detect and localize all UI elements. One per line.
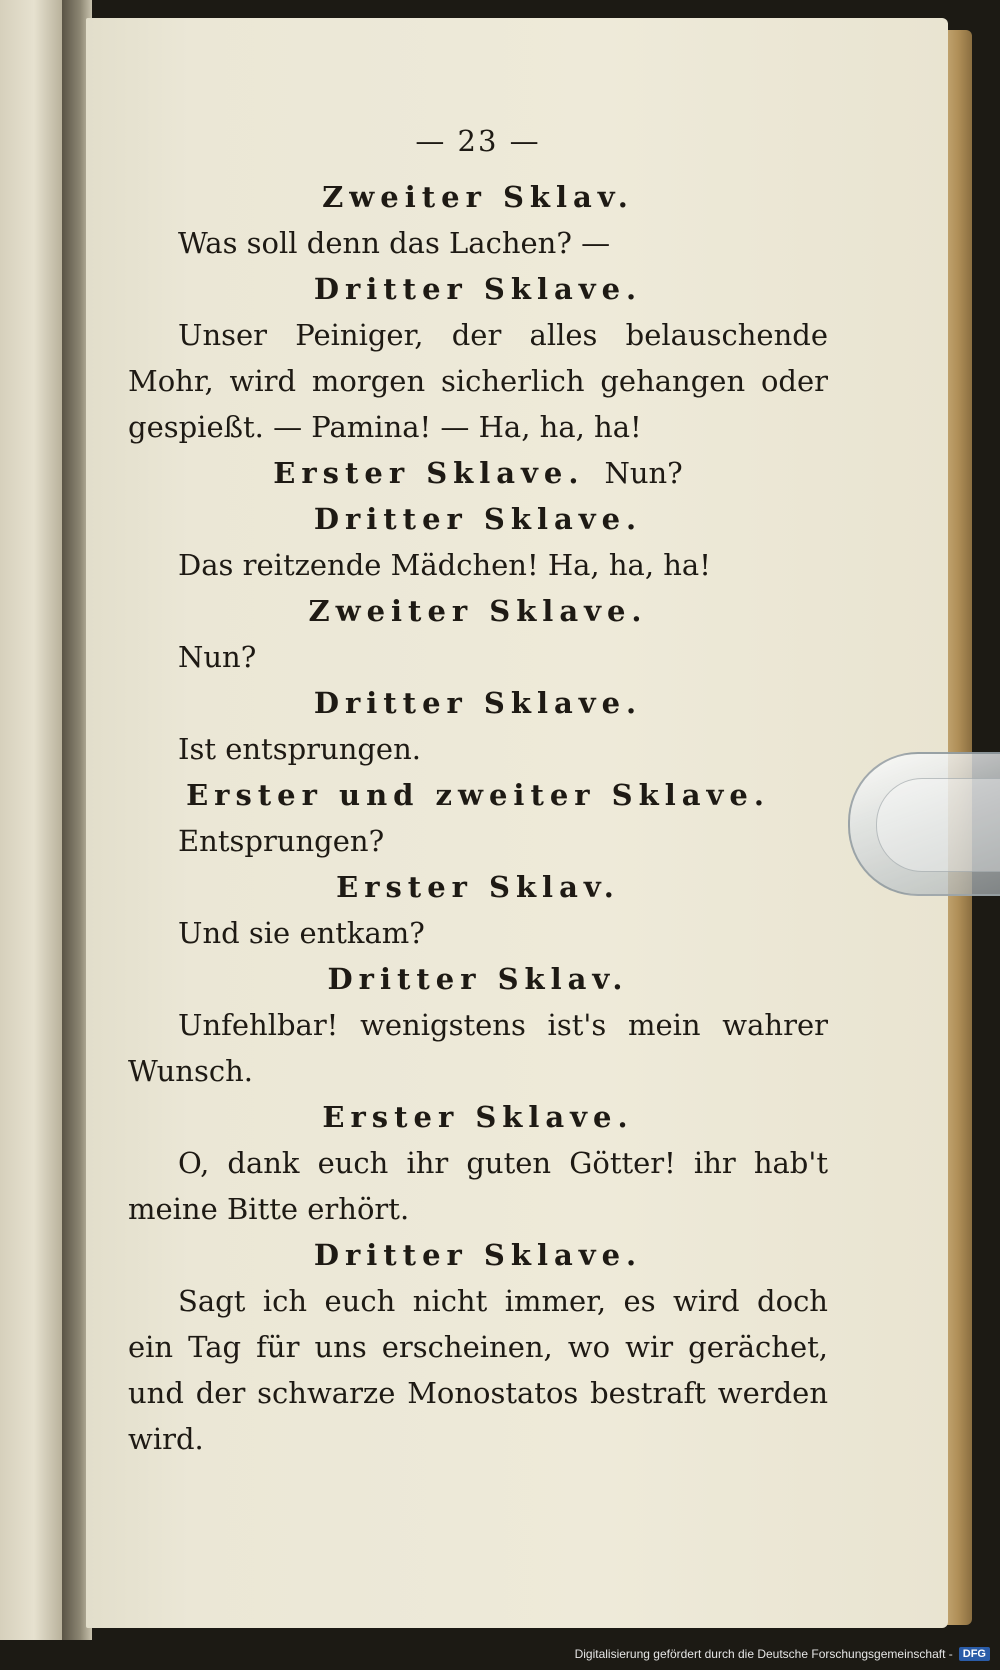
page-clip-highlight [876, 778, 1000, 872]
speaker-line [128, 450, 828, 496]
speaker-heading: Erster Sklave. [273, 456, 585, 490]
dialogue-line: Das reitzende Mädchen! Ha, ha, ha! [178, 548, 711, 582]
dialogue-line: und der schwarze Monostatos bestraft werden [128, 1376, 828, 1410]
dialogue-line: ein Tag für uns erscheinen, wo wir gerächet, [128, 1330, 828, 1364]
dialogue-line: Unser Peiniger, der alles belauschende [178, 318, 828, 352]
dfg-logo: DFG [959, 1647, 990, 1661]
speaker-heading: Erster und zweiter Sklave. [186, 778, 770, 812]
speaker-heading: Dritter Sklave. [313, 1238, 643, 1272]
dialogue-line: Nun? [178, 640, 257, 674]
credit-text: Digitalisierung gefördert durch die Deutsche Forschungsgemeinschaft - [574, 1647, 953, 1661]
dialogue-line: Mohr, wird morgen sicherlich gehangen oder [128, 364, 828, 398]
speaker-heading: Erster Sklav. [336, 870, 620, 904]
dialogue-line: Wunsch. [128, 1054, 254, 1088]
speaker-heading: Erster Sklave. [322, 1100, 634, 1134]
speaker-heading: Dritter Sklave. [313, 502, 643, 536]
dialogue-line: Entsprungen? [178, 824, 385, 858]
page-number: — 23 — [415, 124, 541, 158]
speaker-heading: Zweiter Sklav. [322, 180, 634, 214]
speaker-heading: Dritter Sklave. [313, 686, 643, 720]
dialogue-line: Was soll denn das Lachen? — [178, 226, 611, 260]
page-text [128, 118, 828, 1462]
facing-page-edge [0, 0, 62, 1640]
dialogue-text: Nun? [604, 456, 683, 490]
text-lines [128, 174, 828, 1462]
dialogue-line: Sagt ich euch nicht immer, es wird doch [178, 1284, 828, 1318]
speaker-heading: Dritter Sklav. [327, 962, 629, 996]
dialogue-line: Ist entsprungen. [178, 732, 421, 766]
dialogue-line: meine Bitte erhört. [128, 1192, 410, 1226]
dialogue-line: Unfehlbar! wenigstens ist's mein wahrer [178, 1008, 828, 1042]
dialogue-line: wird. [128, 1422, 204, 1456]
speaker-heading: Dritter Sklave. [313, 272, 643, 306]
dialogue-line: gespießt. — Pamina! — Ha, ha, ha! [128, 410, 642, 444]
dialogue-line: Und sie entkam? [178, 916, 425, 950]
dialogue-line: O, dank euch ihr guten Götter! ihr hab't [178, 1146, 828, 1180]
speaker-heading: Zweiter Sklave. [308, 594, 648, 628]
digitization-credit [575, 1644, 990, 1664]
